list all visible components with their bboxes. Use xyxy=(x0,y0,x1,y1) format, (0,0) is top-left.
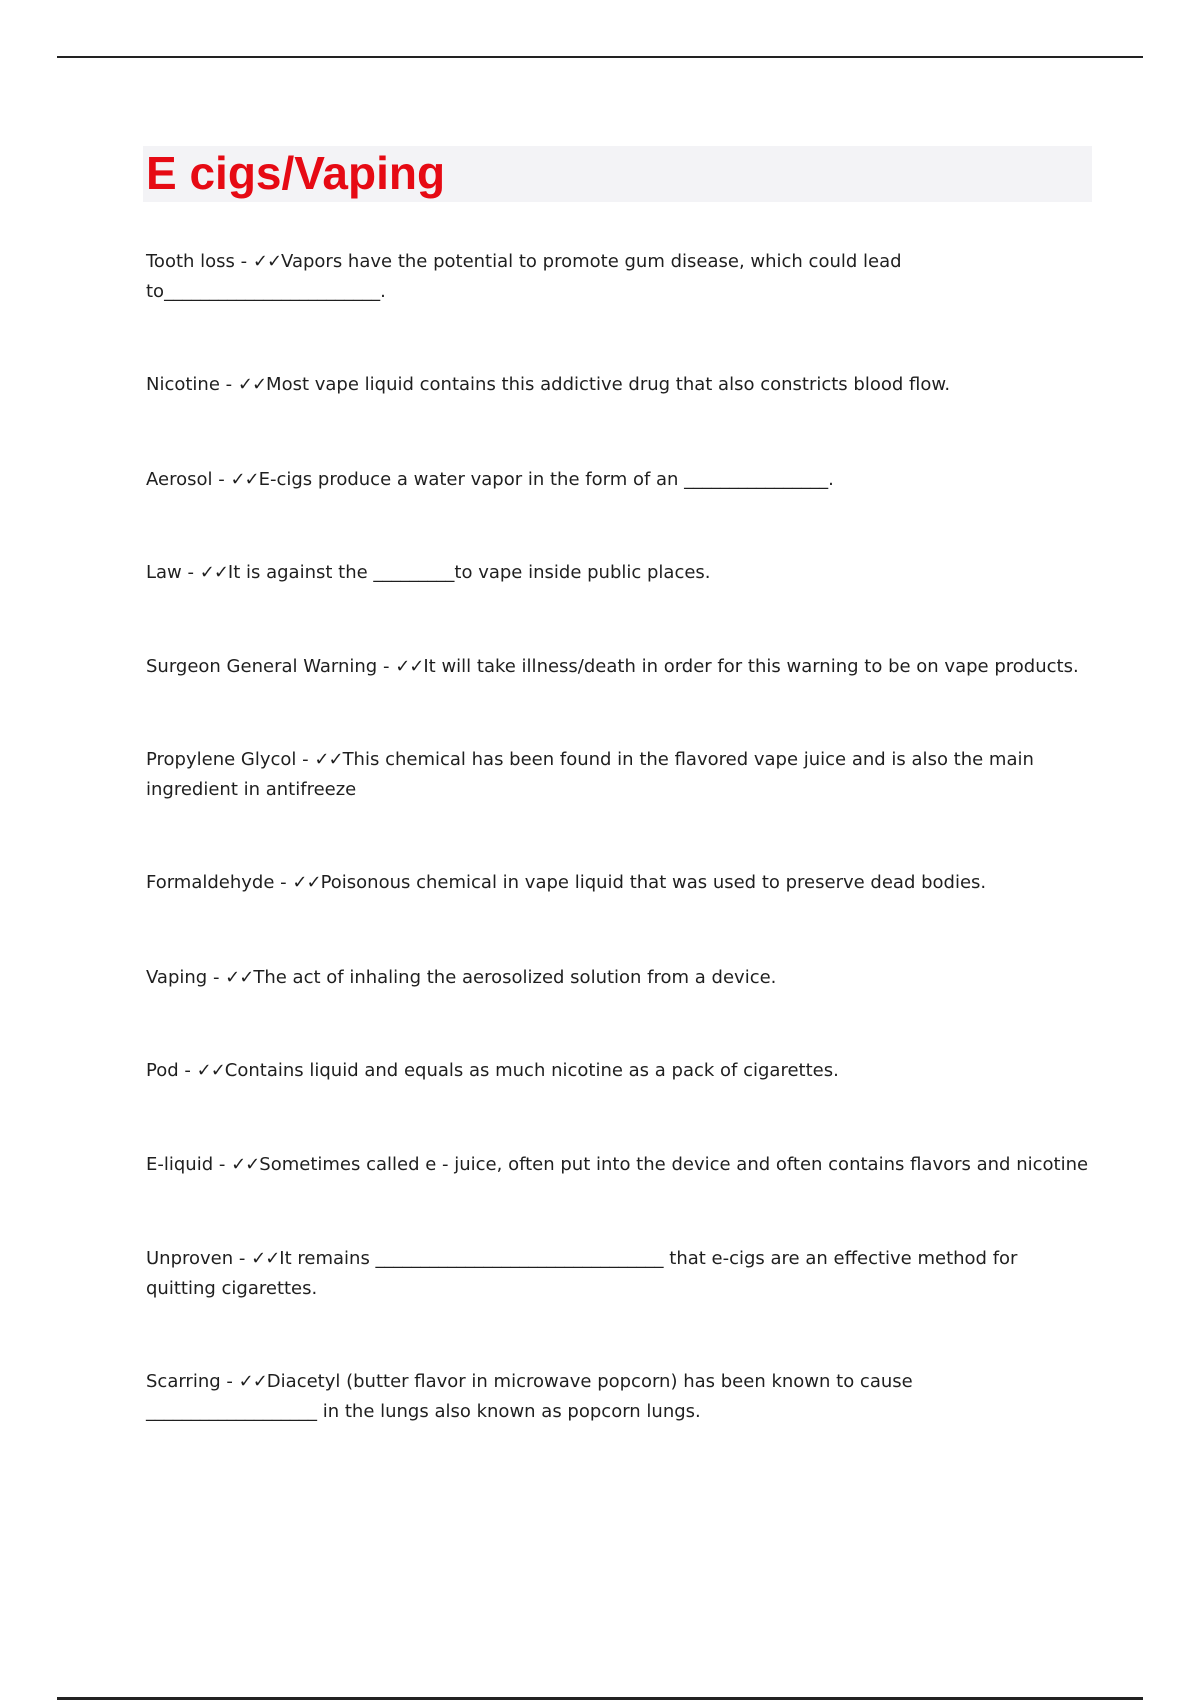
check-marks: ✓✓ xyxy=(230,469,259,490)
entry-term: Surgeon General Warning xyxy=(146,656,378,677)
check-marks: ✓✓ xyxy=(251,1248,280,1269)
entry-separator: - xyxy=(219,374,238,395)
entry-definition: Sometimes called e - juice, often put into the device and often contains flavors and nicotine xyxy=(259,1154,1089,1175)
check-marks: ✓✓ xyxy=(237,374,267,395)
entry-definition: It will take illness/death in order for this warning to be on vape products. xyxy=(423,656,1079,677)
entry-term: E-liquid xyxy=(146,1154,214,1175)
entry-pod xyxy=(146,1056,1096,1086)
entry-definition: Poisonous chemical in vape liquid that was used to preserve dead bodies. xyxy=(320,872,987,893)
entry-term: Pod xyxy=(146,1060,179,1081)
check-marks: ✓✓ xyxy=(292,872,321,893)
entry-definition: Most vape liquid contains this addictive drug that also constricts blood flow. xyxy=(266,374,951,395)
entry-definition-cont: ingredient in antifreeze xyxy=(146,779,357,800)
entry-separator: - xyxy=(233,1248,252,1269)
entry-term: Nicotine xyxy=(146,374,220,395)
entry-definition: Vapors have the potential to promote gum disease, which could lead xyxy=(281,251,902,272)
check-marks: ✓✓ xyxy=(238,1371,267,1392)
entry-separator: - xyxy=(181,562,200,583)
entry-term: Propylene Glycol xyxy=(146,749,297,770)
entry-term: Unproven xyxy=(146,1248,234,1269)
entry-term: Formaldehyde xyxy=(146,872,275,893)
entry-definition-cont: ___________________ in the lungs also known as popcorn lungs. xyxy=(146,1401,701,1422)
entry-unproven xyxy=(146,1244,1096,1304)
entry-definition: Contains liquid and equals as much nicotine as a pack of cigarettes. xyxy=(224,1060,839,1081)
entry-definition: It is against the _________to vape inside public places. xyxy=(227,562,711,583)
check-marks: ✓✓ xyxy=(314,749,343,770)
page-title: E cigs/Vaping xyxy=(146,147,446,199)
top-rule xyxy=(57,56,1143,58)
entry-separator: - xyxy=(220,1371,239,1392)
entry-tooth-loss xyxy=(146,247,1096,307)
check-marks: ✓✓ xyxy=(199,562,228,583)
entry-separator: - xyxy=(213,1154,232,1175)
entry-law xyxy=(146,558,1096,588)
entry-definition: E-cigs produce a water vapor in the form of an ________________. xyxy=(258,469,834,490)
entry-separator: - xyxy=(296,749,315,770)
entry-separator: - xyxy=(234,251,253,272)
entry-vaping xyxy=(146,963,1096,993)
entry-definition-cont: to________________________. xyxy=(146,281,386,302)
entry-separator: - xyxy=(377,656,396,677)
entry-definition: The act of inhaling the aerosolized solution from a device. xyxy=(253,967,777,988)
check-marks: ✓✓ xyxy=(231,1154,260,1175)
entry-nicotine xyxy=(146,370,1096,400)
entry-aerosol xyxy=(146,465,1096,495)
entry-definition-cont: quitting cigarettes. xyxy=(146,1278,318,1299)
check-marks: ✓✓ xyxy=(225,967,254,988)
entry-term: Aerosol xyxy=(146,469,213,490)
entry-formaldehyde xyxy=(146,868,1096,898)
entry-separator: - xyxy=(178,1060,197,1081)
entry-definition: Diacetyl (butter flavor in microwave popcorn) has been known to cause xyxy=(266,1371,913,1392)
check-marks: ✓✓ xyxy=(395,656,424,677)
entry-separator: - xyxy=(274,872,293,893)
entry-term: Scarring xyxy=(146,1371,221,1392)
entry-definition: This chemical has been found in the flavored vape juice and is also the main xyxy=(342,749,1034,770)
entry-surgeon-general-warning xyxy=(146,652,1096,682)
entry-scarring xyxy=(146,1367,1096,1427)
entry-term: Tooth loss xyxy=(146,251,235,272)
entry-term: Law xyxy=(146,562,182,583)
entry-separator: - xyxy=(212,469,231,490)
entry-e-liquid xyxy=(146,1150,1096,1180)
entry-propylene-glycol xyxy=(146,745,1096,805)
entry-separator: - xyxy=(207,967,226,988)
entry-term: Vaping xyxy=(146,967,208,988)
entry-definition: It remains ________________________________ that e-cigs are an effective method for xyxy=(279,1248,1018,1269)
check-marks: ✓✓ xyxy=(196,1060,225,1081)
check-marks: ✓✓ xyxy=(252,251,282,272)
